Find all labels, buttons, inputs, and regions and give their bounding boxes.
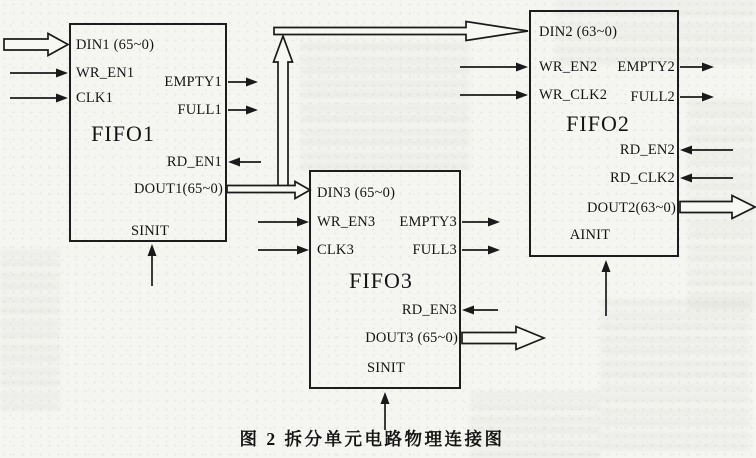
- fifo1-rd-en-label: RD_EN1: [166, 154, 222, 170]
- fifo2-din-label: DIN2 (63~0): [539, 24, 618, 40]
- bleed-through-artifact: [600, 300, 750, 450]
- fifo2-wr-en-label: WR_EN2: [539, 59, 598, 75]
- fifo2-rd-en-label: RD_EN2: [619, 142, 675, 158]
- fifo2-wr-clk-label: WR_CLK2: [539, 87, 608, 103]
- fifo1-din-label: DIN1 (65~0): [76, 37, 155, 53]
- fifo3-clk-label: CLK3: [317, 242, 355, 258]
- empty2-arrow: [680, 63, 714, 72]
- fifo2-empty-label: EMPTY2: [617, 59, 675, 75]
- fifo2-full-label: FULL2: [630, 89, 675, 105]
- fifo1-full-label: FULL1: [177, 102, 222, 118]
- clk1-arrow: [10, 94, 68, 103]
- fifo1-title: FIFO1: [91, 121, 155, 146]
- fifo3-wr-en-label: WR_EN3: [317, 214, 376, 230]
- fifo3-empty-label: EMPTY3: [399, 214, 457, 230]
- fifo1-dout-label: DOUT1(65~0): [134, 181, 223, 197]
- fifo2-title: FIFO2: [566, 111, 630, 136]
- clk3-arrow: [258, 246, 309, 255]
- fifo1-wr-en-label: WR_EN1: [76, 65, 135, 81]
- fifo3-title: FIFO3: [349, 268, 413, 293]
- bleed-through-artifact: [688, 100, 754, 310]
- figure-caption: 图 2 拆分单元电路物理连接图: [239, 429, 505, 449]
- fifo1-empty-label: EMPTY1: [164, 74, 222, 90]
- full3-arrow: [462, 246, 500, 255]
- din2-bus-arrow: [274, 22, 528, 41]
- rd-en2-arrow: [680, 146, 733, 155]
- fifo2-rd-clk-label: RD_CLK2: [609, 170, 675, 186]
- fifo3-din-label: DIN3 (65~0): [317, 185, 396, 201]
- wr-en2-arrow: [460, 63, 528, 72]
- fifo1-clk-label: CLK1: [76, 90, 114, 106]
- rd-en1-arrow: [228, 158, 261, 167]
- full1-arrow: [228, 106, 258, 115]
- ainit-arrow: [602, 260, 611, 316]
- wr-clk2-arrow: [460, 91, 528, 100]
- full2-arrow: [680, 93, 714, 102]
- dout2-bus-arrow: [680, 196, 755, 219]
- empty1-arrow: [228, 78, 258, 87]
- empty3-arrow: [462, 218, 500, 227]
- fifo3-sinit-label: SINIT: [366, 360, 406, 376]
- dout1-to-din3-bus-arrow: [227, 182, 310, 199]
- bleed-through-artifact: [300, 40, 470, 170]
- fifo1-sinit-label: SINIT: [130, 223, 170, 239]
- dout1-riser-bus-arrow: [274, 36, 293, 186]
- sinit3-arrow: [381, 392, 390, 430]
- din1-bus-arrow: [4, 34, 68, 56]
- wr-en3-arrow: [258, 218, 309, 227]
- fifo2-dout-label: DOUT2(63~0): [587, 200, 676, 216]
- bleed-through-artifact: [0, 250, 60, 410]
- dout3-bus-arrow: [462, 327, 544, 350]
- rd-clk2-arrow: [680, 174, 733, 183]
- sinit1-arrow: [148, 244, 157, 286]
- rd-en3-arrow: [462, 306, 498, 315]
- fifo3-rd-en-label: RD_EN3: [401, 302, 457, 318]
- fifo3-dout-label: DOUT3 (65~0): [365, 330, 458, 346]
- wr-en1-arrow: [10, 69, 68, 78]
- fifo2-ainit-label: AINIT: [569, 227, 611, 243]
- fifo3-full-label: FULL3: [412, 242, 457, 258]
